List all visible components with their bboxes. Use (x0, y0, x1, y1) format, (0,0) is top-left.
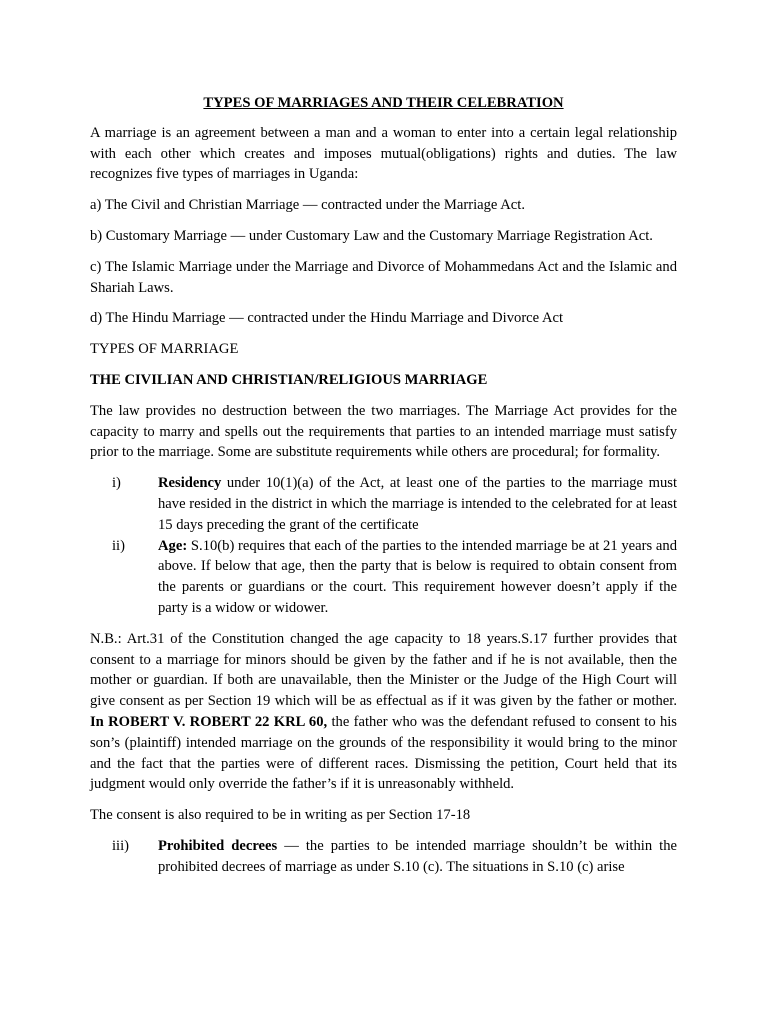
list-item-text: under 10(1)(a) of the Act, at least one of the parties to the marriage must have resided in the district in which the marriage is intended to the celebrated for at least 15 days preceding the grant of the certificate (158, 475, 677, 533)
requirements-list-continued (90, 836, 677, 878)
section-label: TYPES OF MARRIAGE (90, 341, 239, 358)
marriage-type-d: d) The Hindu Marriage — contracted under the Hindu Marriage and Divorce Act (90, 310, 564, 327)
document-page (90, 93, 677, 888)
requirements-list (90, 473, 677, 619)
intro-paragraph: A marriage is an agreement between a man and a woman to enter into a certain legal relationship with each other which creates and imposes mutual(obligations) rights and duties. The law recognizes five types of marriages in Uganda: (90, 124, 677, 183)
list-item-text: S.10(b) requires that each of the parties to the intended marriage be at 21 years and above. If below that age, then the party that is below is required to obtain consent from the parents or guardians or the court. This requirement however doesn’t apply if the party is a widow or widower. (158, 537, 677, 616)
list-item-term: Age: (158, 537, 188, 554)
nb-text-start: N.B.: Art.31 of the Constitution changed the age capacity to 18 years.S.17 further provides that consent to a marriage for minors should be given by the father and if he is not available, then the mother or guardian. If both are unavailable, then the Minister or the Judge of the High Court will give consent as per Section 19 which will be as effectual as if it was given by the father or mother. (90, 630, 677, 710)
consent-line: The consent is also required to be in writing as per Section 17-18 (90, 807, 471, 824)
list-item (90, 473, 677, 535)
list-item-number: i) (112, 475, 121, 492)
list-item-body (158, 536, 677, 619)
case-citation: In ROBERT V. ROBERT 22 KRL 60, (90, 713, 328, 730)
marriage-type-c: c) The Islamic Marriage under the Marriage and Divorce of Mohammedans Act and the Islamic and Shariah Laws. (90, 258, 677, 296)
document-title: TYPES OF MARRIAGES AND THEIR CELEBRATION (203, 95, 564, 111)
list-item-body (158, 836, 677, 878)
list-item-number: iii) (112, 837, 130, 854)
list-item-body (158, 473, 677, 535)
section-paragraph: The law provides no destruction between the two marriages. The Marriage Act provides for the capacity to marry and spells out the requirements that parties to an intended marriage must satisfy prior to the marriage. Some are substitute requirements while others are procedural; for formality. (90, 402, 677, 461)
marriage-type-b: b) Customary Marriage — under Customary Law and the Customary Marriage Registration Act. (90, 227, 653, 244)
list-item-term: Prohibited decrees (158, 837, 278, 854)
list-item-term: Residency (158, 475, 222, 492)
marriage-type-a: a) The Civil and Christian Marriage — contracted under the Marriage Act. (90, 197, 525, 214)
nb-text-end: the father who was the defendant refused to consent to his son’s (plaintiff) intended marriage on the grounds of the responsibility it would bring to the minor and the fact that the parties were of different races. Dismissing the petition, Court held that its judgment would only override the father’s if it is unreasonably withheld. (90, 713, 677, 793)
list-item-number: ii) (112, 537, 125, 554)
list-item (90, 536, 677, 619)
section-heading: THE CIVILIAN AND CHRISTIAN/RELIGIOUS MARRIAGE (90, 371, 488, 388)
nb-paragraph (90, 629, 677, 795)
list-item (90, 836, 677, 878)
list-item-text: — the parties to be intended marriage shouldn’t be within the prohibited decrees of marriage as under S.10 (c). The situations in S.10 (c) arise (158, 837, 677, 875)
